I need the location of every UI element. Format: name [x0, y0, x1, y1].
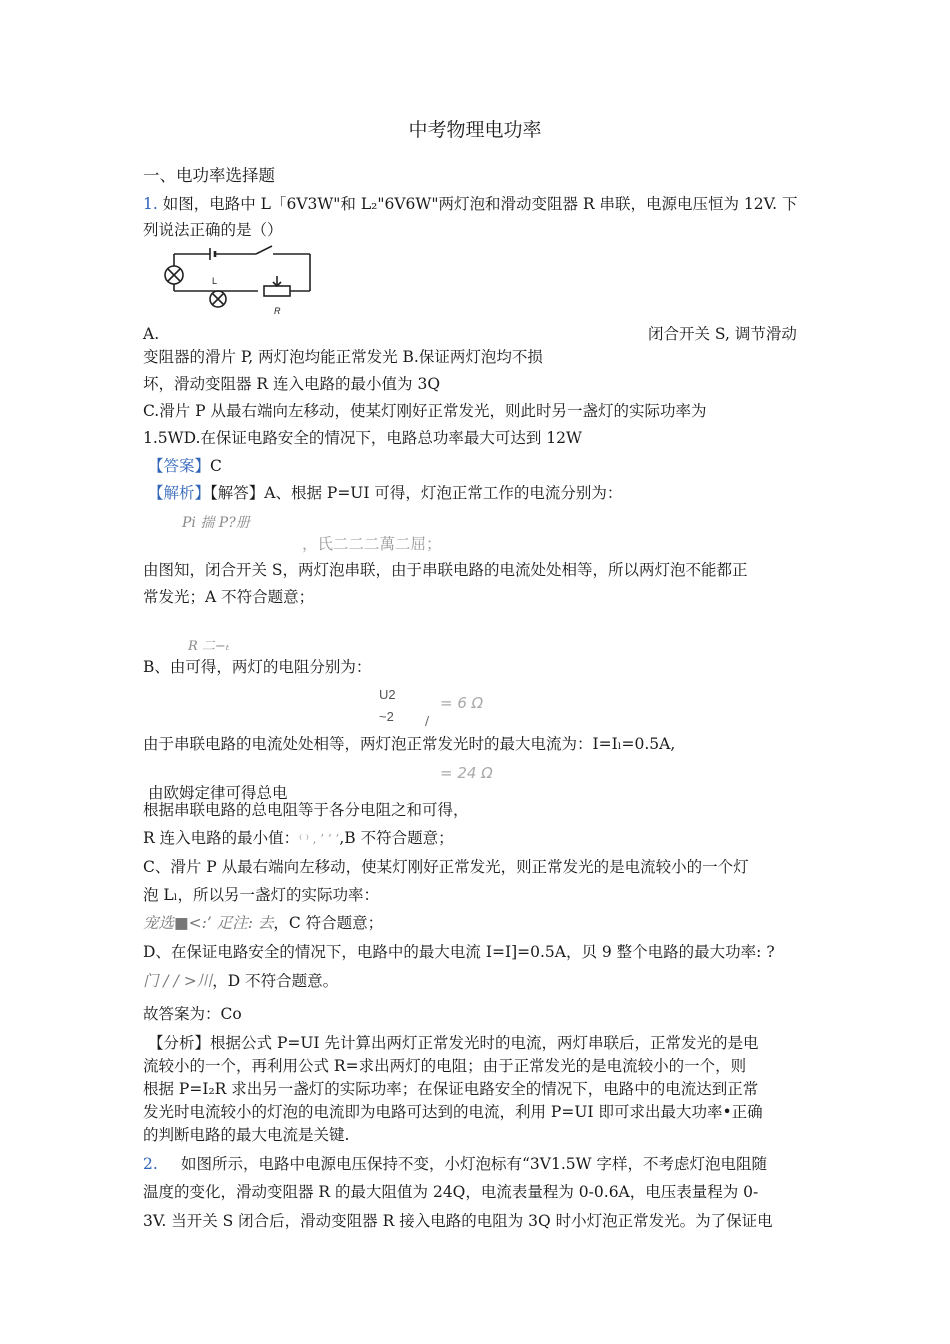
q1-line-12: 根据串联电路的总电阻等于各分电阻之和可得，: [143, 801, 469, 819]
q2-line-1: 如图所示，电路中电源电压保持不变，小灯泡标有“3V1.5W 字样，不考虑灯泡电阻随: [181, 1155, 767, 1173]
q1-line-3: 变阻器的滑片 P, 两灯泡均能正常发光 B.保证两灯泡均不损: [143, 348, 543, 366]
circuit-diagram: [160, 244, 315, 320]
q1-line-7: 由图知，闭合开关 S，两灯泡串联，由于串联电路的电流处处相等，所以两灯泡不能都正: [143, 561, 748, 579]
q1-line-13-tail: ,B 不符合题意；: [339, 829, 454, 847]
eq-slash: /: [425, 714, 430, 728]
answer-tag: 【答案】: [148, 457, 211, 475]
q1-line-4: 坏，滑动变阻器 R 连入电路的最小值为 3Q: [143, 375, 441, 393]
q1-line-11-clipped: 由欧姆定律可得总电: [148, 784, 288, 802]
q1-line-16-tail: ，C 符合题意；: [273, 914, 384, 932]
q1-line-16: [143, 912, 383, 934]
q1-line-19: 故答案为：Co: [143, 1005, 242, 1023]
analysis-text: 【解答】A、根据 P=UI 可得，灯泡正常工作的电流分别为：: [210, 484, 623, 502]
q1-number: 1.: [143, 195, 158, 213]
q1-line-13-garble: ⁽ ⁾ , ’ ’ ’: [299, 832, 340, 846]
q1-line-5: C.滑片 P 从最右端向左移动，使某灯刚好正常发光，则此时另一盏灯的实际功率为: [143, 402, 707, 420]
q1-line-17: D、在保证电路安全的情况下，电路中的最大电流 I=I]=0.5A，贝 9 整个电路的最大功率: ?: [143, 943, 775, 961]
section-heading: 一、电功率选择题: [143, 166, 275, 185]
q1-line-16-garble: 宠选■<:’ 疋注: 去: [143, 914, 274, 932]
q1-line-18: [143, 970, 338, 992]
q1-line-14: C、滑片 P 从最右端向左移动，使某灯刚好正常发光，则正常发光的是电流较小的一个灯: [143, 858, 749, 876]
q1-line-18-garble: 门 / / >川: [143, 972, 213, 990]
q1-line-8: 常发光；A 不符合题意；: [143, 588, 315, 606]
fenxi-line-2: 流较小的一个，再利用公式 R=求出两灯的电阻；由于正常发光的是电流较小的一个，则: [143, 1057, 747, 1075]
lamp-label: L: [212, 276, 218, 286]
q1-line-13: [143, 827, 454, 850]
q2-line-2: 温度的变化，滑动变阻器 R 的最大阻值为 24Q，电流表量程为 0-0.6A，电压表量程为 0-: [143, 1183, 759, 1201]
q1-line-9: B、由可得，两灯的电阻分别为：: [143, 658, 372, 676]
fenxi-line-4: 发光时电流较小的灯泡的电流即为电路可达到的电流，利用 P=UI 即可求出最大功率•正确: [143, 1103, 763, 1121]
q1-line-10: 由于串联电路的电流处处相等，两灯泡正常发光时的最大电流为：I=Iₗ=0.5A,: [143, 735, 676, 753]
option-a-label: A.: [143, 325, 160, 343]
fenxi-line-3: 根据 P=I₂R 求出另一盏灯的实际功率；在保证电路安全的情况下，电路中的电流达到正常: [143, 1080, 759, 1098]
eq-twentyfour-ohm: = 24 Ω: [440, 764, 493, 782]
q1-line-15: 泡 Lₗ，所以另一盏灯的实际功率：: [143, 886, 379, 904]
analysis-tag: 【解析】: [148, 484, 211, 502]
page-title: 中考物理电功率: [408, 119, 542, 141]
fenxi-text-1: 根据公式 P=UI 先计算出两灯正常发光时的电流，两灯串联后，正常发光的是电: [210, 1034, 759, 1052]
formula-garble-1: Pi 揣 P?册: [182, 515, 250, 531]
q1-line-18-tail: ，D 不符合题意。: [212, 972, 339, 990]
fenxi-line-5: 的判断电路的最大电流是关键.: [143, 1126, 350, 1144]
answer-line: [148, 455, 222, 477]
q2-line-3: 3V. 当开关 S 闭合后，滑动变阻器 R 接入电路的电阻为 3Q 时小灯泡正常发光。为了保证电: [143, 1212, 773, 1230]
formula-garble-3: R 二−ₜ: [188, 639, 230, 654]
q1-line-13-text: R 连入电路的最小值：: [143, 829, 300, 847]
option-a-text: 闭合开关 S, 调节滑动: [648, 325, 797, 343]
q1-line-6: 1.5WD.在保证电路安全的情况下，电路总功率最大可达到 12W: [143, 429, 582, 447]
eq-six-ohm: = 6 Ω: [440, 694, 484, 712]
q1-line-1: [143, 193, 798, 215]
answer-value: C: [210, 457, 222, 475]
q1-stem-1: 如图，电路中 L「6V3W"和 L₂"6V6W"两灯泡和滑动变阻器 R 串联，电源电压恒为 12V. 下: [162, 195, 798, 213]
q2-number: 2.: [143, 1155, 158, 1173]
rheostat-label: R: [274, 306, 281, 316]
eq-u2: U2: [379, 687, 396, 702]
analysis-line: [148, 482, 622, 504]
eq-denominator: ~2: [379, 709, 394, 724]
fenxi-tag: 【分析】: [148, 1034, 211, 1052]
fenxi-line-1: [148, 1032, 758, 1054]
q1-stem-2: 列说法正确的是（）: [143, 221, 283, 239]
formula-garble-2: ，氏二二二萬二屈；: [302, 535, 442, 553]
